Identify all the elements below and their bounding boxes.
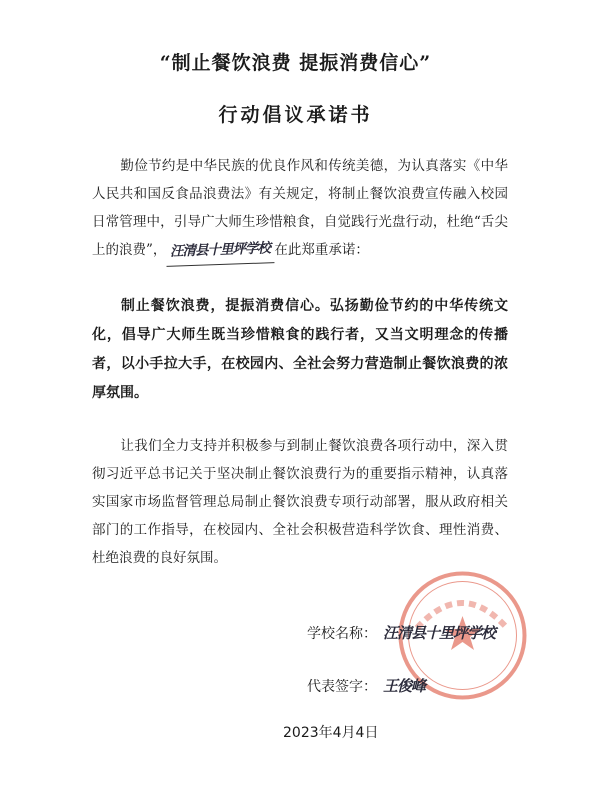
school-name-label: 学校名称： bbox=[307, 626, 377, 642]
school-name-signature: 汪清县十里坪学校 bbox=[383, 624, 496, 642]
paragraph-3 bbox=[92, 432, 508, 572]
paragraph-1-text: 勤俭节约是中华民族的优良作风和传统美德，为认真落实《中华人民共和国反食品浪费法》有关规定，将制止餐饮浪费宣传融入校园日常管理中，引导广大师生珍惜粮食，自觉践行光盘行动，杜绝“舌尖上的浪费”， bbox=[92, 158, 508, 258]
paragraph-2 bbox=[92, 292, 508, 408]
title-line-2: 行动倡议承诺书 bbox=[218, 104, 373, 126]
handwritten-school-name: 汪清县十里坪学校 bbox=[170, 240, 271, 260]
date-row bbox=[283, 722, 378, 742]
representative-row bbox=[307, 675, 425, 696]
signing-date: 2023年4月4日 bbox=[283, 725, 379, 741]
paragraph-2-text: 制止餐饮浪费，提振消费信心。弘扬勤俭节约的中华传统文化，倡导广大师生既当珍惜粮食的践行者，又当文明理念的传播者，以小手拉大手，在校园内、全社会努力营造制止餐饮浪费的浓厚氛围。 bbox=[92, 298, 508, 401]
school-name-row bbox=[307, 622, 495, 643]
representative-signature: 王俊峰 bbox=[383, 677, 426, 695]
title-line-1: “制止餐饮浪费 提振消费信心” bbox=[159, 52, 432, 74]
paragraph-1 bbox=[92, 152, 508, 265]
representative-label: 代表签字： bbox=[307, 679, 377, 695]
paragraph-3-text: 让我们全力支持并积极参与到制止餐饮浪费各项行动中，深入贯彻习近平总书记关于坚决制止餐饮浪费行为的重要指示精神，认真落实国家市场监督管理总局制止餐饮浪费专项行动部署，服从政府相关部门的工作指导，在校园内、全社会积极营造科学饮食、理性消费、杜绝浪费的良好氛围。 bbox=[92, 438, 508, 566]
paragraph-1-tail: 在此郑重承诺： bbox=[274, 242, 369, 258]
